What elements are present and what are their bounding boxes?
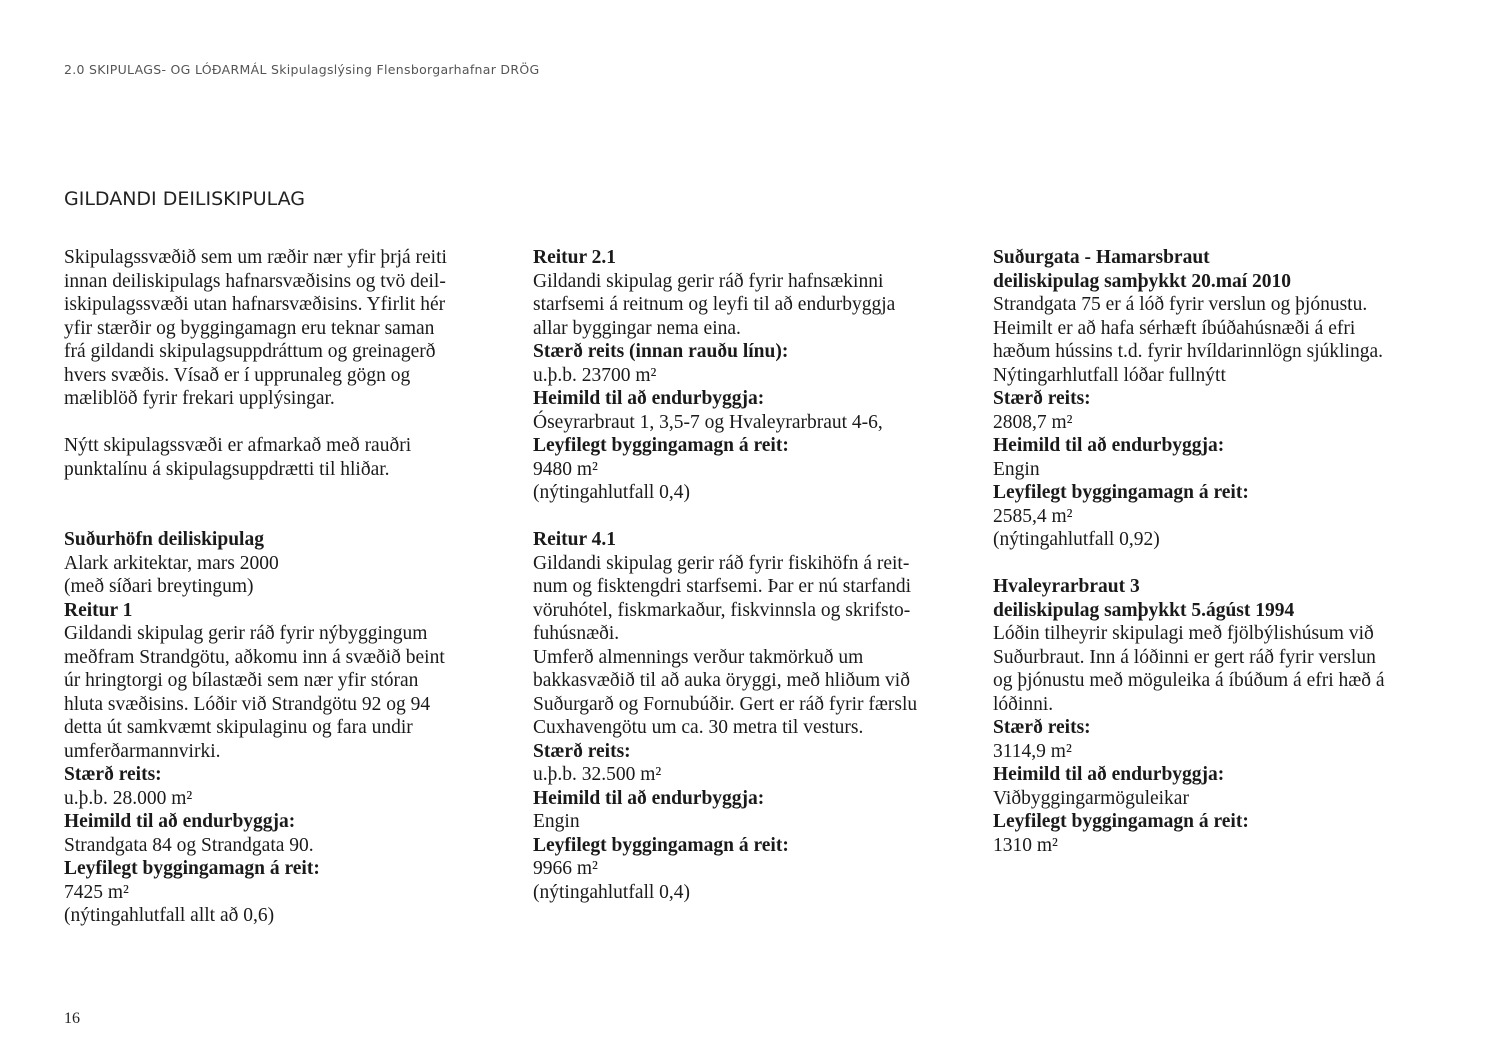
rebuild-label: Heimild til að endurbyggja: — [993, 764, 1225, 785]
allowed-value: 7425 m² — [64, 881, 129, 903]
text-line: Suðurbraut. Inn á lóðinni er gert ráð fyrir verslun — [993, 646, 1376, 668]
size-value: u.þ.b. 28.000 m² — [64, 787, 193, 809]
allowed-label: Leyfilegt byggingamagn á reit: — [533, 435, 789, 456]
text-line: Gildandi skipulag gerir ráð fyrir hafnsækinni — [533, 270, 884, 292]
size-value: u.þ.b. 23700 m² — [533, 364, 657, 386]
text-line: innan deiliskipulags hafnarsvæðisins og tvö deil- — [64, 270, 446, 292]
rebuild-value: Óseyrarbraut 1, 3,5-7 og Hvaleyrarbraut 4-6, — [533, 411, 883, 433]
text-line: hvers svæðis. Vísað er í upprunaleg gögn og — [64, 364, 411, 386]
text-line: Lóðin tilheyrir skipulagi með fjölbýlishúsum við — [993, 623, 1374, 644]
text-line: iskipulagssvæði utan hafnarsvæðisins. Yfirlit hér — [64, 294, 446, 315]
ratio-value: (nýtingahlutfall 0,92) — [993, 529, 1160, 550]
text-line: allar byggingar nema eina. — [533, 317, 741, 339]
text-line: Nýtt skipulagssvæði er afmarkað með rauðri — [64, 435, 412, 456]
section-heading: Reitur 4.1 — [533, 529, 617, 550]
size-label: Stærð reits: — [533, 740, 631, 762]
section-sudurgata — [993, 246, 1433, 552]
size-value: u.þ.b. 32.500 m² — [533, 764, 662, 785]
text-line: hæðum hússins t.d. fyrir hvíldarinnlögn sjúklinga. — [993, 341, 1383, 362]
section-hvaleyrarbraut — [993, 575, 1433, 857]
page-number: 16 — [64, 1010, 80, 1027]
text-line: detta út samkvæmt skipulaginu og fara undir — [64, 717, 413, 738]
text-line: úr hringtorgi og bílastæði sem nær yfir stóran — [64, 670, 419, 691]
intro-paragraph-1 — [64, 246, 494, 411]
allowed-label: Leyfilegt byggingamagn á reit: — [993, 811, 1249, 832]
section-reitur-2-1 — [533, 246, 963, 505]
text-line: lóðinni. — [993, 693, 1054, 715]
text-line: Heimilt er að hafa sérhæft íbúðahúsnæði á efri — [993, 317, 1356, 339]
section-sudurhofn — [64, 528, 494, 928]
size-label: Stærð reits: — [993, 388, 1091, 409]
text-line: Suðurgarð og Fornubúðir. Gert er ráð fyrir færslu — [533, 693, 918, 715]
size-value: 3114,9 m² — [993, 740, 1072, 762]
size-label: Stærð reits: — [64, 764, 162, 785]
text-line: yfir stærðir og byggingamagn eru teknar saman — [64, 317, 435, 339]
text-line: Cuxhavengötu um ca. 30 metra til vesturs. — [533, 717, 864, 738]
text-line: punktalínu á skipulagsuppdrætti til hliðar. — [64, 458, 390, 480]
rebuild-value: Strandgata 84 og Strandgata 90. — [64, 834, 314, 856]
section-heading: Suðurhöfn deiliskipulag — [64, 529, 264, 550]
column-3 — [993, 246, 1433, 857]
text-line: bakkasvæðið til að auka öryggi, með hliðum við — [533, 670, 910, 691]
rebuild-value: Engin — [533, 811, 580, 832]
text-line: og þjónustu með möguleika á íbúðum á efri hæð á — [993, 670, 1385, 691]
text-line: Strandgata 75 er á lóð fyrir verslun og þjónustu. — [993, 294, 1368, 315]
section-heading: Suðurgata - Hamarsbraut — [993, 247, 1210, 268]
column-2 — [533, 246, 963, 904]
allowed-label: Leyfilegt byggingamagn á reit: — [64, 858, 320, 879]
rebuild-label: Heimild til að endurbyggja: — [533, 388, 765, 409]
size-label: Stærð reits: — [993, 717, 1091, 738]
text-line: num og fisktengdri starfsemi. Þar er nú starfandi — [533, 576, 911, 597]
text-line: Gildandi skipulag gerir ráð fyrir fiskihöfn á reit- — [533, 552, 910, 574]
allowed-value: 1310 m² — [993, 834, 1058, 856]
rebuild-label: Heimild til að endurbyggja: — [533, 787, 765, 809]
text-line: meðfram Strandgötu, aðkomu inn á svæðið beint — [64, 646, 445, 668]
section-title: GILDANDI DEILISKIPULAG — [64, 188, 306, 210]
rebuild-value: Viðbyggingarmöguleikar — [993, 787, 1189, 809]
section-heading: Reitur 2.1 — [533, 247, 617, 268]
column-1 — [64, 246, 494, 928]
allowed-value: 9480 m² — [533, 458, 598, 480]
text-line: Nýtingarhlutfall lóðar fullnýtt — [993, 364, 1226, 386]
intro-paragraph-2 — [64, 434, 494, 481]
size-label: Stærð reits (innan rauðu línu): — [533, 341, 789, 362]
section-subheading: deiliskipulag samþykkt 20.maí 2010 — [993, 270, 1291, 292]
allowed-label: Leyfilegt byggingamagn á reit: — [533, 834, 789, 856]
running-header: 2.0 SKIPULAGS- OG LÓÐARMÁL Skipulagslýsing Flensborgarhafnar DRÖG — [64, 62, 540, 77]
text-line: fuhúsnæði. — [533, 623, 620, 644]
author-line: Alark arkitektar, mars 2000 — [64, 552, 279, 574]
note-line: (með síðari breytingum) — [64, 576, 254, 597]
section-heading: Hvaleyrarbraut 3 — [993, 576, 1140, 597]
size-value: 2808,7 m² — [993, 411, 1073, 433]
text-line: mæliblöð fyrir frekari upplýsingar. — [64, 388, 335, 409]
allowed-value: 9966 m² — [533, 858, 598, 879]
text-line: vöruhótel, fiskmarkaður, fiskvinnsla og skrifsto- — [533, 599, 911, 621]
allowed-value: 2585,4 m² — [993, 505, 1073, 527]
text-line: Skipulagssvæðið sem um ræðir nær yfir þrjá reiti — [64, 247, 447, 268]
text-line: umferðarmannvirki. — [64, 740, 221, 762]
text-line: frá gildandi skipulagsuppdráttum og greinagerð — [64, 341, 436, 362]
section-reitur-4-1 — [533, 528, 963, 904]
section-subheading: deiliskipulag samþykkt 5.ágúst 1994 — [993, 599, 1295, 621]
text-line: Gildandi skipulag gerir ráð fyrir nýbyggingum — [64, 623, 428, 644]
subsection-heading: Reitur 1 — [64, 599, 133, 621]
text-line: starfsemi á reitnum og leyfi til að endurbyggja — [533, 294, 896, 315]
ratio-value: (nýtingahlutfall allt að 0,6) — [64, 905, 275, 926]
ratio-value: (nýtingahlutfall 0,4) — [533, 482, 691, 503]
rebuild-value: Engin — [993, 458, 1040, 480]
allowed-label: Leyfilegt byggingamagn á reit: — [993, 482, 1249, 503]
ratio-value: (nýtingahlutfall 0,4) — [533, 881, 691, 903]
text-line: Umferð almennings verður takmörkuð um — [533, 646, 864, 668]
text-line: hluta svæðisins. Lóðir við Strandgötu 92 og 94 — [64, 693, 431, 715]
rebuild-label: Heimild til að endurbyggja: — [64, 811, 296, 832]
rebuild-label: Heimild til að endurbyggja: — [993, 435, 1225, 456]
